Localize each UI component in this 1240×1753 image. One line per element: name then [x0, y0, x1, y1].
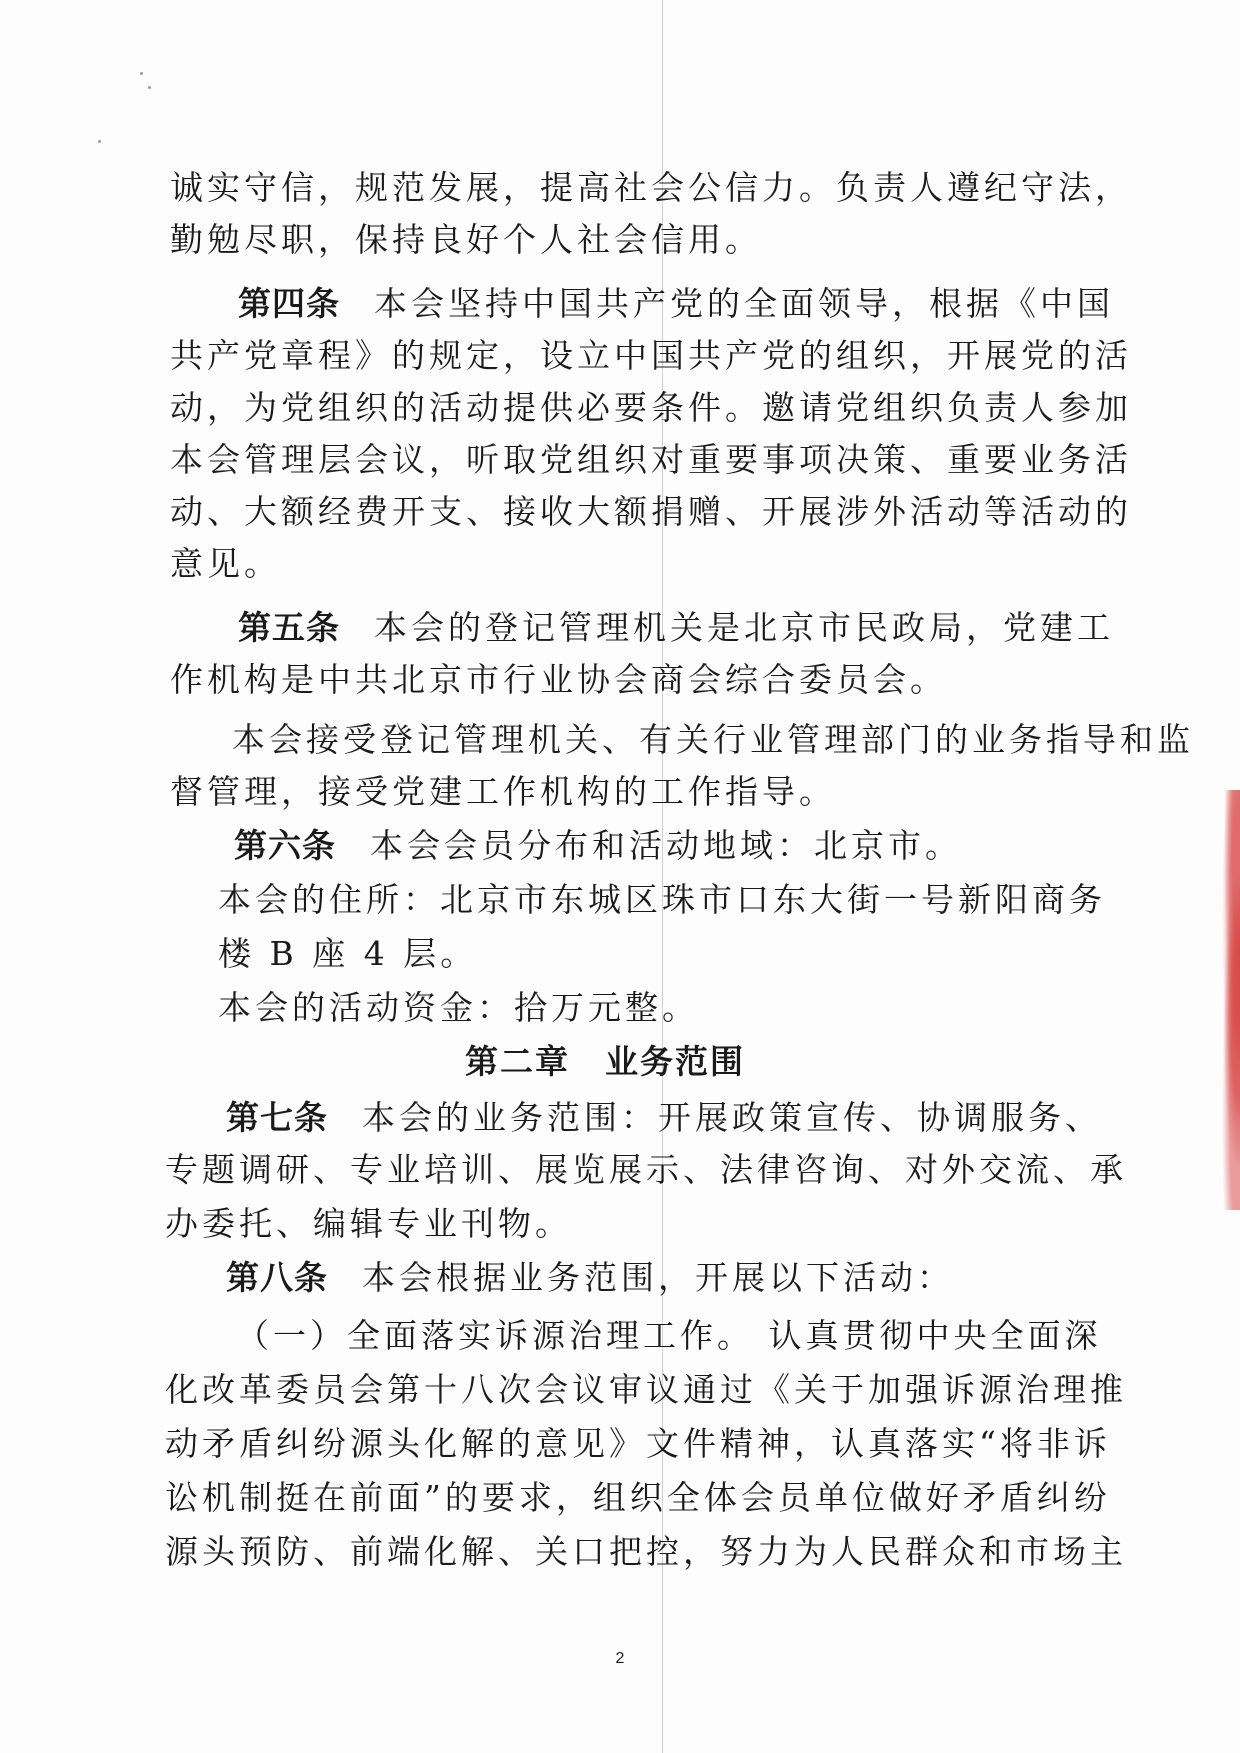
text-line: 本会根据业务范围，开展以下活动： — [362, 1258, 954, 1297]
scan-speck — [98, 140, 101, 143]
text-line: 动矛盾纠纷源头化解的意见》文件精神，认真落实“将非诉 — [165, 1424, 1111, 1463]
text-line: 本会管理层会议，听取党组织对重要事项决策、重要业务活 — [170, 440, 1132, 479]
text-line: 专题调研、专业培训、展览展示、法律咨询、对外交流、承 — [165, 1150, 1127, 1189]
text-line: 意见。 — [170, 544, 281, 583]
text-line: 讼机制挺在前面”的要求，组织全体会员单位做好矛盾纠纷 — [165, 1478, 1111, 1517]
article-6-paragraph — [234, 826, 962, 866]
text-line: 本会坚持中国共产党的全面领导，根据《中国 — [374, 284, 1114, 323]
red-seal-edge — [1214, 790, 1240, 1210]
article-8-heading: 第八条 — [226, 1258, 328, 1297]
article-4-paragraph — [238, 284, 1114, 324]
article-7-paragraph — [226, 1098, 1102, 1138]
text-line: 作机构是中共北京市行业协会商会综合委员会。 — [170, 660, 947, 699]
text-line: （一）全面落实诉源治理工作。 认真贯彻中央全面深 — [236, 1316, 1102, 1355]
text-line: 共产党章程》的规定，设立中国共产党的组织，开展党的活 — [170, 336, 1132, 375]
text-line: 本会的住所：北京市东城区珠市口东大街一号新阳商务 — [218, 880, 1106, 919]
text-line: 诚实守信，规范发展，提高社会公信力。负责人遵纪守法， — [170, 168, 1132, 207]
text-line: 楼 B 座 4 层。 — [218, 934, 478, 973]
article-7-heading: 第七条 — [226, 1098, 328, 1137]
text-line: 办委托、编辑专业刊物。 — [165, 1204, 572, 1243]
chapter-title: 第二章 业务范围 — [465, 1042, 745, 1081]
scan-speck — [140, 72, 143, 75]
text-line: 动，为党组织的活动提供必要条件。邀请党组织负责人参加 — [170, 388, 1132, 427]
text-line: 本会的业务范围：开展政策宣传、协调服务、 — [362, 1098, 1102, 1137]
text-line: 督管理，接受党建工作机构的工作指导。 — [170, 772, 836, 811]
text-line: 动、大额经费开支、接收大额捐赠、开展涉外活动等活动的 — [170, 492, 1132, 531]
article-6-heading: 第六条 — [234, 826, 336, 865]
text-line: 源头预防、前端化解、关口把控，努力为人民群众和市场主 — [165, 1532, 1127, 1571]
text-line: 本会会员分布和活动地域：北京市。 — [370, 826, 962, 865]
text-line: 勤勉尽职，保持良好个人社会信用。 — [170, 220, 762, 259]
article-5-paragraph — [238, 608, 1114, 648]
text-line: 本会接受登记管理机关、有关行业管理部门的业务指导和监 — [232, 720, 1194, 759]
article-5-heading: 第五条 — [238, 608, 340, 647]
text-line: 本会的登记管理机关是北京市民政局，党建工 — [374, 608, 1114, 647]
text-line: 化改革委员会第十八次会议审议通过《关于加强诉源治理推 — [165, 1370, 1127, 1409]
scan-speck — [148, 86, 151, 89]
page-number: 2 — [615, 1650, 625, 1667]
text-line: 本会的活动资金：拾万元整。 — [218, 988, 699, 1027]
article-4-heading: 第四条 — [238, 284, 340, 323]
article-8-paragraph — [226, 1258, 954, 1298]
